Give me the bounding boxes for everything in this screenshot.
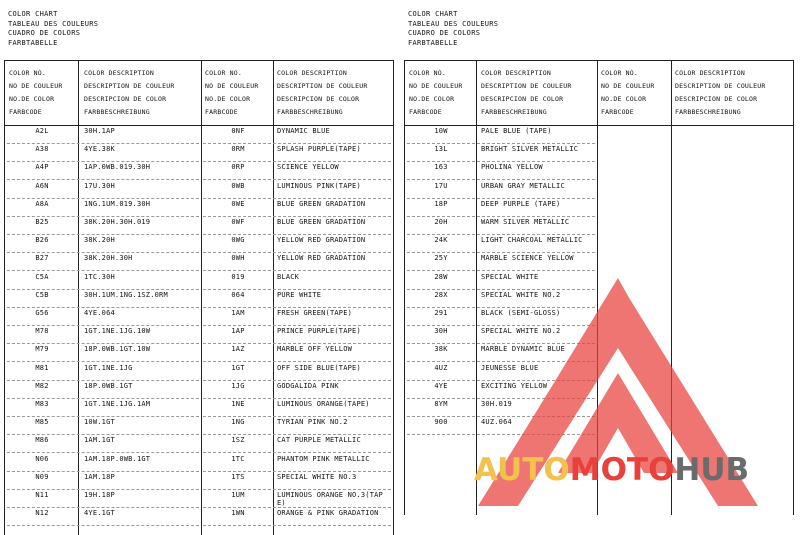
color-code: 1SZ [231,436,245,445]
table-row [5,473,393,491]
row-separator [203,434,391,435]
row-separator [203,380,391,381]
table-row [5,345,393,363]
row-separator [7,325,199,326]
header-text: NO DE COULEUR [205,82,259,90]
color-description: PALE BLUE (TAPE) [481,127,552,135]
table-row [5,127,393,145]
color-code: 163 [434,163,448,172]
table-row [405,236,793,254]
color-description: PURE WHITE [277,290,322,299]
color-code: B27 [35,254,49,263]
row-separator [203,234,391,235]
header-text: NO.DE COLOR [205,95,251,103]
color-code: B26 [35,236,49,245]
color-code: 13L [434,145,448,154]
row-separator [7,380,199,381]
color-description: FRESH GREEN(TAPE) [277,309,353,317]
color-code: 019 [231,272,245,281]
color-description: 18P.0WB.1GT [84,381,133,390]
row-separator [7,252,199,253]
color-code: 30H [434,327,448,336]
header-text: COLOR NO. [601,69,639,77]
table-row [5,200,393,218]
color-code: 25Y [434,254,448,263]
header-text: FARBBESCHREIBUNG [481,108,547,116]
table-row [5,455,393,473]
table-row [5,182,393,200]
color-description: MARBLE SCIENCE YELLOW [481,254,574,263]
row-separator [7,270,199,271]
description-column-header [84,61,175,125]
color-description: ORANGE & PINK GRADATION [277,509,379,518]
color-description: SPECIAL WHITE NO.2 [481,327,561,336]
color-code: 1JG [231,381,245,390]
header-text: DESCRIPCION DE COLOR [84,95,167,103]
heading-line: CUADRO DE COLORS [408,29,481,37]
color-code: 0WH [231,254,245,263]
row-separator [203,252,391,253]
row-separator [203,471,391,472]
color-code: 0WB [231,181,245,190]
color-description: 4UZ.064 [481,418,512,427]
color-code: A8A [35,199,49,208]
table-row [5,218,393,236]
color-description: LUMINOUS PINK(TAPE) [277,181,361,190]
header-text: DESCRIPTION DE COULEUR [84,82,175,90]
color-code: N12 [35,509,49,518]
header-text: FARBCODE [601,108,634,116]
row-separator [407,179,595,180]
left-page-heading [8,10,98,48]
row-separator [7,361,199,362]
color-code: C5B [35,290,49,299]
color-code: 0WG [231,236,245,245]
color-description: 30H.1UM.1NG.1SZ.0RM [84,290,168,299]
row-separator [203,198,391,199]
color-code: 1NE [231,400,245,408]
header-text: COLOR NO. [9,69,47,77]
color-description: YELLOW RED GRADATION [277,236,366,245]
color-code: 28X [434,290,448,299]
header-text: FARBCODE [409,108,442,116]
color-description: BLUE GREEN GRADATION [277,218,366,226]
color-description: 4YE.1GT [84,509,115,518]
row-separator [7,216,199,217]
row-separator [203,161,391,162]
row-separator [407,161,595,162]
table-row [5,291,393,309]
table-row [5,309,393,327]
table-row [5,418,393,436]
color-description: 1GT.1NE.1JG.10W [84,327,151,336]
color-code: C5A [35,272,49,281]
color-description: 1AM.18P [84,472,115,481]
color-code: G56 [35,309,49,317]
table-row [405,254,793,272]
row-separator [407,270,595,271]
header-text: NO DE COULEUR [601,82,655,90]
color-description: SPECIAL WHITE NO.3 [277,472,357,481]
color-description: 1AM.18P.0WB.1GT [84,454,151,463]
color-code: A4P [35,163,49,172]
color-description: 18P.0WB.1GT.10W [84,345,151,354]
color-description: EXCITING YELLOW [481,381,548,390]
color-description: GODGALIDA PINK [277,381,339,390]
color-description: 1GT.1NE.1JG.1AM [84,400,151,408]
color-description: 19H.18P [84,491,115,499]
table-row [405,200,793,218]
description-column-header [277,61,368,125]
color-description: JEUNESSE BLUE [481,363,539,372]
color-code: 17U [434,181,448,190]
color-description: BLACK [277,272,300,281]
color-code: 1AZ [231,345,245,354]
color-code: 4YE [434,381,448,390]
color-description: 4YE.064 [84,309,115,317]
header-text: FARBBESCHREIBUNG [84,108,150,116]
header-text: NO.DE COLOR [9,95,55,103]
table-row [5,254,393,272]
row-separator [7,143,199,144]
row-separator [203,270,391,271]
header-text: COLOR NO. [205,69,243,77]
color-code: 0RP [231,163,245,172]
row-separator [7,452,199,453]
color-code: 24K [434,236,448,245]
header-text: DESCRIPTION DE COULEUR [481,82,572,90]
row-separator [7,398,199,399]
table-row [5,145,393,163]
row-separator [7,161,199,162]
row-separator [7,489,199,490]
color-code: M85 [35,418,49,427]
brand-auto: AUTO [474,452,570,488]
row-separator [7,416,199,417]
color-code: M78 [35,327,49,336]
color-code: 1UM [231,491,245,499]
color-code: M81 [35,363,49,372]
brand-hub: HUB [674,452,750,488]
row-separator [407,216,595,217]
row-separator [7,471,199,472]
color-description: SPECIAL WHITE NO.2 [481,290,561,299]
color-description: SPECIAL WHITE [481,272,539,281]
brand-moto: MOTO [569,452,675,488]
heading-line: FARBTABELLE [408,38,458,47]
header-text: DESCRIPTION DE COULEUR [675,82,766,90]
row-separator [203,307,391,308]
color-code: M86 [35,436,49,445]
row-separator [203,343,391,344]
header-text: COLOR DESCRIPTION [481,69,551,77]
color-code: 1GT [231,363,245,372]
color-code: 20H [434,218,448,226]
row-separator [407,252,595,253]
heading-line: CUADRO DE COLORS [8,29,81,37]
heading-line: TABLEAU DES COULEURS [408,19,499,28]
row-separator [407,143,595,144]
row-separator [203,179,391,180]
color-code: 0WF [231,218,245,226]
row-separator [203,289,391,290]
header-text: COLOR DESCRIPTION [277,69,347,77]
heading-line: FARBTABELLE [8,38,58,47]
color-code: B25 [35,218,49,226]
color-description: 10W.1GT [84,418,115,427]
color-description: 1GT.1NE.1JG [84,363,133,372]
right-page-heading [408,10,498,48]
header-text: NO DE COULEUR [409,82,463,90]
color-code: 0NF [231,127,245,135]
color-code: 4UZ [434,363,448,372]
row-separator [203,216,391,217]
color-description: LUMINOUS ORANGE(TAPE) [277,400,370,408]
table-row [5,327,393,345]
color-description: 38K.20H [84,236,115,245]
header-text: DESCRIPCION DE COLOR [277,95,360,103]
color-description: 17U.30H [84,181,115,190]
color-description: TYRIAN PINK NO.2 [277,418,348,427]
color-description: LIGHT CHARCOAL METALLIC [481,236,583,245]
row-separator [203,489,391,490]
header-text: FARBCODE [9,108,42,116]
description-column-header [675,61,766,125]
table-row [5,236,393,254]
row-separator [203,325,391,326]
header-text: COLOR DESCRIPTION [84,69,154,77]
color-code: 900 [434,418,448,427]
row-separator [7,434,199,435]
color-description: MARBLE OFF YELLOW [277,345,353,354]
color-description: 38K.20H.30H.019 [84,218,151,226]
color-description: DEEP PURPLE (TAPE) [481,199,561,208]
header-text: COLOR NO. [409,69,447,77]
header-text: FARBCODE [205,108,238,116]
header-text: NO DE COULEUR [9,82,63,90]
row-separator [7,234,199,235]
row-separator [203,525,391,526]
row-separator [7,343,199,344]
table-row [5,273,393,291]
color-code: 1WN [231,509,245,518]
color-description: 1AM.1GT [84,436,115,445]
row-separator [203,143,391,144]
header-text: FARBBESCHREIBUNG [675,108,741,116]
code-column-header [205,61,258,125]
left-color-table [4,60,394,535]
header-text: NO.DE COLOR [409,95,455,103]
color-code: 1NG [231,418,245,427]
color-description: WARM SILVER METALLIC [481,218,570,226]
color-code: M79 [35,345,49,354]
table-row [405,127,793,145]
color-description: 30H.019 [481,400,512,408]
table-row [5,491,393,509]
color-description: BLACK (SEMI-GLOSS) [481,309,561,317]
color-description: 1NG.1UM.019.30H [84,199,151,208]
row-separator [7,507,199,508]
color-description: BRIGHT SILVER METALLIC [481,145,579,154]
color-code: 1AM [231,309,245,317]
color-code: A38 [35,145,49,154]
color-code: 1TS [231,472,245,481]
color-description: SPLASH PURPLE(TAPE) [277,145,361,154]
color-code: M82 [35,381,49,390]
color-code: 0RM [231,145,245,154]
heading-line: TABLEAU DES COULEURS [8,19,99,28]
color-code: 0WE [231,199,245,208]
color-description: SCIENCE YELLOW [277,163,339,172]
table-row [5,364,393,382]
table-row [5,436,393,454]
color-code: 064 [231,290,245,299]
color-code: 38K [434,345,448,354]
row-separator [7,289,199,290]
color-code: M83 [35,400,49,408]
color-description: MARBLE DYNAMIC BLUE [481,345,565,354]
heading-line: COLOR CHART [408,10,458,18]
color-description: YELLOW RED GRADATION [277,254,366,263]
header-text: NO.DE COLOR [601,95,647,103]
color-code: 1TC [231,454,245,463]
code-column-header [409,61,462,125]
color-description: PHOLINA YELLOW [481,163,543,172]
color-code: 28W [434,272,448,281]
header-divider [405,125,793,126]
color-description: BLUE GREEN GRADATION [277,199,366,208]
header-text: DESCRIPTION DE COULEUR [277,82,368,90]
table-row [5,509,393,527]
row-separator [407,234,595,235]
color-code: A2L [35,127,49,135]
color-description: PRINCE PURPLE(TAPE) [277,327,361,336]
row-separator [203,416,391,417]
color-description: LUMINOUS ORANGE NO.3(TAPE) [277,491,383,507]
header-text: DESCRIPCION DE COLOR [675,95,758,103]
row-separator [203,361,391,362]
color-code: N06 [35,454,49,463]
color-description: 1AP.0WB.019.30H [84,163,151,172]
color-description: URBAN GRAY METALLIC [481,181,565,190]
description-column-header [481,61,572,125]
color-description: 30H.1AP [84,127,115,135]
header-divider [5,125,393,126]
row-separator [7,179,199,180]
color-code: 8YM [434,400,448,408]
watermark-brand-text [474,452,749,488]
heading-line: COLOR CHART [8,10,58,18]
color-code: 18P [434,199,448,208]
table-row [5,400,393,418]
row-separator [407,198,595,199]
table-row [405,163,793,181]
row-separator [203,507,391,508]
table-row [405,218,793,236]
color-description: 38K.20H.30H [84,254,133,263]
table-row [405,145,793,163]
table-row [5,382,393,400]
color-description: DYNAMIC BLUE [277,127,330,135]
table-row [5,163,393,181]
color-code: A6N [35,181,49,190]
row-separator [203,452,391,453]
color-code: 291 [434,309,448,317]
color-description: PHANTOM PINK METALLIC [277,454,370,463]
color-code: N09 [35,472,49,481]
row-separator [7,307,199,308]
color-description: 1TC.30H [84,272,115,281]
table-row [405,182,793,200]
color-code: N11 [35,491,49,499]
color-code: 10W [434,127,448,135]
color-description: OFF SIDE BLUE(TAPE) [277,363,361,372]
color-description: 4YE.38K [84,145,115,154]
color-description: CAT PURPLE METALLIC [277,436,361,445]
color-code: 1AP [231,327,245,336]
code-column-header [9,61,62,125]
code-column-header [601,61,654,125]
row-separator [203,398,391,399]
row-separator [7,198,199,199]
header-text: DESCRIPCION DE COLOR [481,95,564,103]
row-separator [7,525,199,526]
header-text: FARBBESCHREIBUNG [277,108,343,116]
header-text: COLOR DESCRIPTION [675,69,745,77]
